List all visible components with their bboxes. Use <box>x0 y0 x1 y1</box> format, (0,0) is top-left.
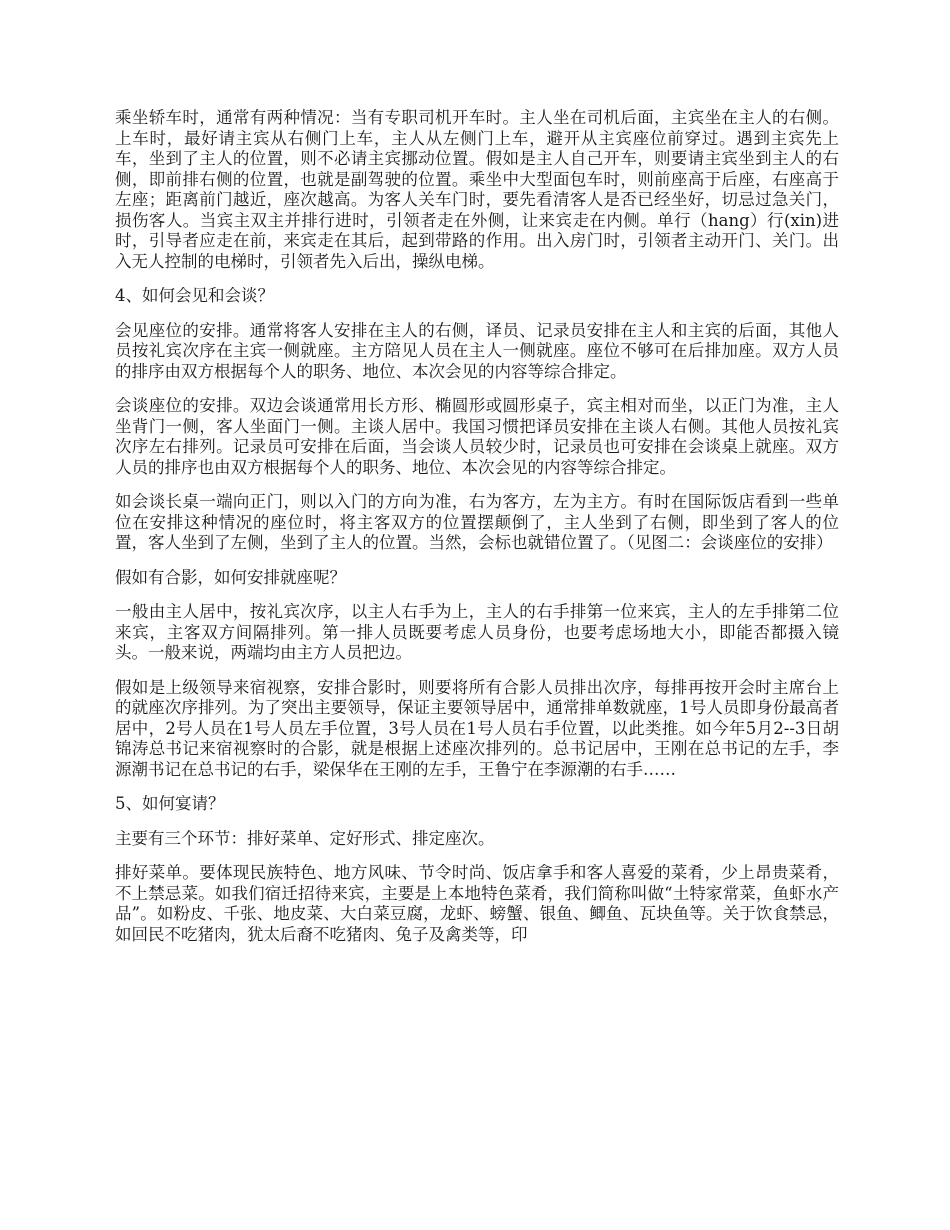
section-heading-banquet: 5、如何宴请？ <box>115 794 225 813</box>
document-body <box>115 108 839 959</box>
paragraph-talks-seating: 会谈座位的安排。双边会谈通常用长方形、椭圆形或圆形桌子，宾主相对而坐，以正门为准，主人坐背门一侧，客人坐面门一侧。主谈人居中。我国习惯把译员安排在主谈人右侧。其他人员按礼宾次序左右排列。记录员可安排在后面，当会谈人员较少时，记录员也可安排在会谈桌上就座。双方人员的排序也由双方根据每个人的职务、地位、本次会见的内容等综合排定。 <box>115 396 839 477</box>
paragraph-leader-photo: 假如是上级领导来宿视察，安排合影时，则要将所有合影人员排出次序，每排再按开会时主席台上的就座次序排列。为了突出主要领导，保证主要领导居中，通常排单数就座，1号人员即身份最高者居中，2号人员在1号人员左手位置，3号人员在1号人员右手位置，以此类推。如今年5月2--3日胡锦涛总书记来宿视察时的合影，就是根据上述座次排列的。总书记居中，王刚在总书记的左手，李源潮书记在总书记的右手，梁保华在王刚的左手，王鲁宁在李源潮的右手…… <box>115 677 839 779</box>
paragraph-banquet-steps: 主要有三个环节：排好菜单、定好形式、排定座次。 <box>115 828 495 848</box>
paragraph-meeting-seating: 会见座位的安排。通常将客人安排在主人的右侧，译员、记录员安排在主人和主宾的后面，其他人员按礼宾次序在主宾一侧就座。主方陪见人员在主人一侧就座。座位不够可在后排加座。双方人员的排序由双方根据每个人的职务、地位、本次会见的内容等综合排定。 <box>115 320 839 381</box>
question-group-photo: 假如有合影，如何安排就座呢？ <box>115 567 346 587</box>
paragraph-long-table: 如会谈长桌一端向正门，则以入门的方向为准，右为客方，左为主方。有时在国际饭店看到一些单位在安排这种情况的座位时，将主客双方的位置摆颠倒了，主人坐到了右侧，即坐到了客人的位置，客人坐到了左侧，坐到了主人的位置。当然，会标也就错位置了。（见图二：会谈座位的安排） <box>115 492 839 552</box>
paragraph-menu: 排好菜单。要体现民族特色、地方风味、节令时尚、饭店拿手和客人喜爱的菜肴，少上昂贵菜肴，不上禁忌菜。如我们宿迁招待来宾，主要是上本地特色菜肴，我们简称叫做“土特家常菜，鱼虾水产品”。如粉皮、千张、地皮菜、大白菜豆腐，龙虾、螃蟹、银鱼、鲫鱼、瓦块鱼等。关于饮食禁忌，如回民不吃猪肉，犹太后裔不吃猪肉、兔子及禽类等，印 <box>115 863 839 944</box>
paragraph-photo-order: 一般由主人居中，按礼宾次序，以主人右手为上，主人的右手排第一位来宾，主人的左手排第二位来宾，主客双方间隔排列。第一排人员既要考虑人员身份，也要考虑场地大小，即能否都摄入镜头。一般来说，两端均由主方人员把边。 <box>115 602 839 662</box>
paragraph-car-seating: 乘坐轿车时，通常有两种情况：当有专职司机开车时。主人坐在司机后面，主宾坐在主人的右侧。上车时，最好请主宾从右侧门上车，主人从左侧门上车，避开从主宾座位前穿过。遇到主宾先上车，坐到了主人的位置，则不必请主宾挪动位置。假如是主人自己开车，则要请主宾坐到主人的右侧，即前排右侧的位置，也就是副驾驶的位置。乘坐中大型面包车时，则前座高于后座，右座高于左座；距离前门越近，座次越高。为客人关车门时，要先看清客人是否已经坐好，切忌过急关门，损伤客人。当宾主双主并排行进时，引领者走在外侧，让来宾走在内侧。单行（hang）行(xin)进时，引导者应走在前，来宾走在其后，起到带路的作用。出入房门时，引领者主动开门、关门。出入无人控制的电梯时，引领者先入后出，操纵电梯。 <box>115 108 839 271</box>
section-heading-meeting: 4、如何会见和会谈？ <box>115 286 274 305</box>
